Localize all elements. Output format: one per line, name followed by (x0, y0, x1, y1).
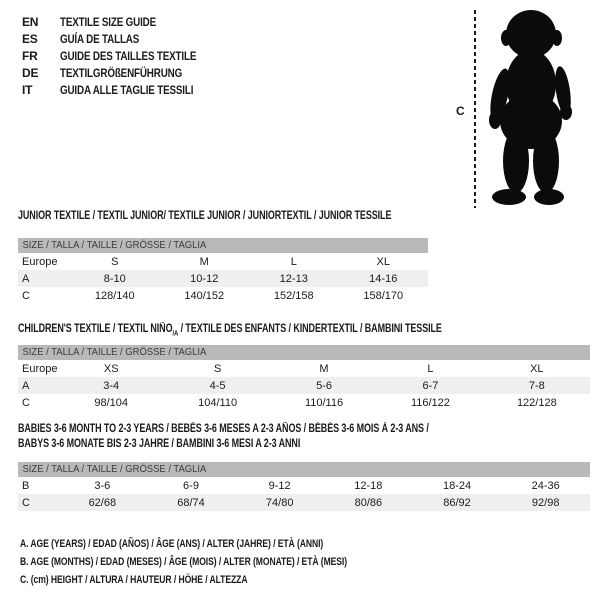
legend-age-months: B. AGE (MONTHS) / EDAD (MESES) / ÂGE (MOIS) / ALTER (MONATE) / ETÀ (MESI) (20, 556, 348, 568)
language-code: EN (22, 14, 39, 29)
height-cell: 128/140 (94, 289, 135, 302)
table-row-age-months (18, 477, 590, 494)
age-cell: 6-7 (422, 379, 439, 392)
legend-height: C. (cm) HEIGHT / ALTURA / HAUTEUR / HÖHE / ALTEZZA (20, 574, 248, 586)
height-cell: 80/86 (354, 496, 383, 509)
section-title (18, 322, 442, 340)
language-row-en (22, 13, 226, 30)
height-cell: 140/152 (184, 289, 225, 302)
section-title-line2: BABYS 3-6 MONATE BIS 2-3 JAHRE / BAMBINI 3-6 MESI A 2-3 ANNI (18, 438, 301, 450)
size-cell: XS (103, 362, 119, 375)
language-code: IT (22, 82, 33, 97)
section-childrens-textile (18, 322, 561, 409)
section-title: JUNIOR TEXTILE / TEXTIL JUNIOR/ TEXTILE JUNIOR / JUNIORTEXTIL / JUNIOR TESSILE (18, 210, 392, 222)
height-cell: 152/158 (273, 289, 314, 302)
row-label: Europe (22, 255, 58, 268)
junior-size-table (18, 238, 428, 304)
language-code: FR (22, 48, 38, 63)
height-cell: 158/170 (363, 289, 404, 302)
size-cell: L (427, 362, 434, 375)
age-cell: 24-36 (531, 479, 560, 492)
size-header-label: SIZE / TALLA / TAILLE / GRÖSSE / TAGLIA (22, 463, 207, 475)
language-label: GUIDA ALLE TAGLIE TESSILI (60, 82, 194, 97)
language-label: GUIDE DES TAILLES TEXTILE (60, 48, 197, 63)
children-size-table (18, 345, 590, 411)
row-label: C (22, 496, 30, 509)
language-row-es (22, 30, 226, 47)
section-babies-textile (18, 422, 560, 509)
age-cell: 3-4 (103, 379, 120, 392)
title-subscript: /A (172, 328, 179, 338)
size-header-bar (18, 462, 590, 477)
language-label: TEXTILE SIZE GUIDE (60, 14, 157, 29)
row-label: A (22, 272, 30, 285)
language-label: TEXTILGRÖßENFÜHRUNG (60, 65, 183, 80)
section-title-line1: BABIES 3-6 MONTH TO 2-3 YEARS / BEBÉS 3-6 MESES A 2-3 AÑOS / BÉBÉS 3-6 MOIS À 2-3 ANS / (18, 423, 429, 435)
language-row-fr (22, 47, 226, 64)
age-cell: 18-24 (442, 479, 472, 492)
section-junior-textile (18, 209, 497, 302)
row-label: C (22, 396, 30, 409)
age-cell: 4-5 (209, 379, 226, 392)
height-cell: 104/110 (198, 396, 238, 409)
babies-size-table (18, 462, 590, 511)
size-header-bar (18, 238, 428, 253)
language-label: GUÍA DE TALLAS (60, 31, 140, 46)
legend-age-years: A. AGE (YEARS) / EDAD (AÑOS) / ÂGE (ANS) / ALTER (JAHRE) / ETÀ (ANNI) (20, 538, 324, 550)
size-cell: S (213, 362, 222, 375)
language-row-de (22, 64, 226, 81)
height-cell: 92/98 (531, 496, 560, 509)
language-code: DE (22, 65, 39, 80)
language-list (22, 13, 226, 98)
size-cell: M (199, 255, 209, 268)
height-measure-label: C (456, 104, 465, 118)
height-cell: 74/80 (265, 496, 294, 509)
height-cell: 110/116 (304, 396, 344, 409)
size-cell: L (290, 255, 297, 268)
row-label: A (22, 379, 30, 392)
size-cell: XL (530, 362, 544, 375)
height-figure (450, 6, 582, 210)
table-row-europe (18, 253, 428, 270)
row-label: Europe (22, 362, 58, 375)
title-text: / TEXTILE DES ENFANTS / KINDERTEXTIL / BAMBINI TESSILE (178, 323, 442, 335)
table-row-height (18, 494, 590, 511)
age-cell: 7-8 (528, 379, 545, 392)
baby-silhouette-icon (483, 8, 579, 208)
age-cell: 9-12 (268, 479, 291, 492)
size-cell: M (319, 362, 329, 375)
height-cell: 68/74 (177, 496, 205, 509)
size-header-label: SIZE / TALLA / TAILLE / GRÖSSE / TAGLIA (22, 239, 207, 251)
age-cell: 12-18 (354, 479, 383, 492)
table-row-height (18, 394, 590, 411)
size-header-label: SIZE / TALLA / TAILLE / GRÖSSE / TAGLIA (22, 346, 207, 358)
age-cell: 3-6 (94, 479, 111, 492)
language-code: ES (22, 31, 38, 46)
height-cell: 62/68 (88, 496, 117, 509)
title-text: CHILDREN'S TEXTILE / TEXTIL NIÑO (18, 323, 173, 335)
height-cell: 86/92 (443, 496, 471, 509)
table-row-age (18, 270, 428, 287)
measurement-legend (20, 538, 439, 592)
language-row-it (22, 81, 226, 98)
height-cell: 98/104 (94, 396, 129, 409)
age-cell: 10-12 (190, 272, 219, 285)
row-label: C (22, 289, 30, 302)
row-label: B (22, 479, 30, 492)
age-cell: 6-9 (183, 479, 199, 492)
height-dashed-line-icon (474, 10, 476, 208)
age-cell: 14-16 (369, 272, 398, 285)
age-cell: 8-10 (103, 272, 126, 285)
age-cell: 12-13 (279, 272, 308, 285)
height-cell: 116/122 (410, 396, 450, 409)
size-header-bar (18, 345, 590, 360)
size-cell: S (111, 255, 119, 268)
table-row-age (18, 377, 590, 394)
table-row-height (18, 287, 428, 304)
height-cell: 122/128 (516, 396, 557, 409)
age-cell: 5-6 (316, 379, 332, 392)
size-cell: XL (376, 255, 390, 268)
table-row-europe (18, 360, 590, 377)
